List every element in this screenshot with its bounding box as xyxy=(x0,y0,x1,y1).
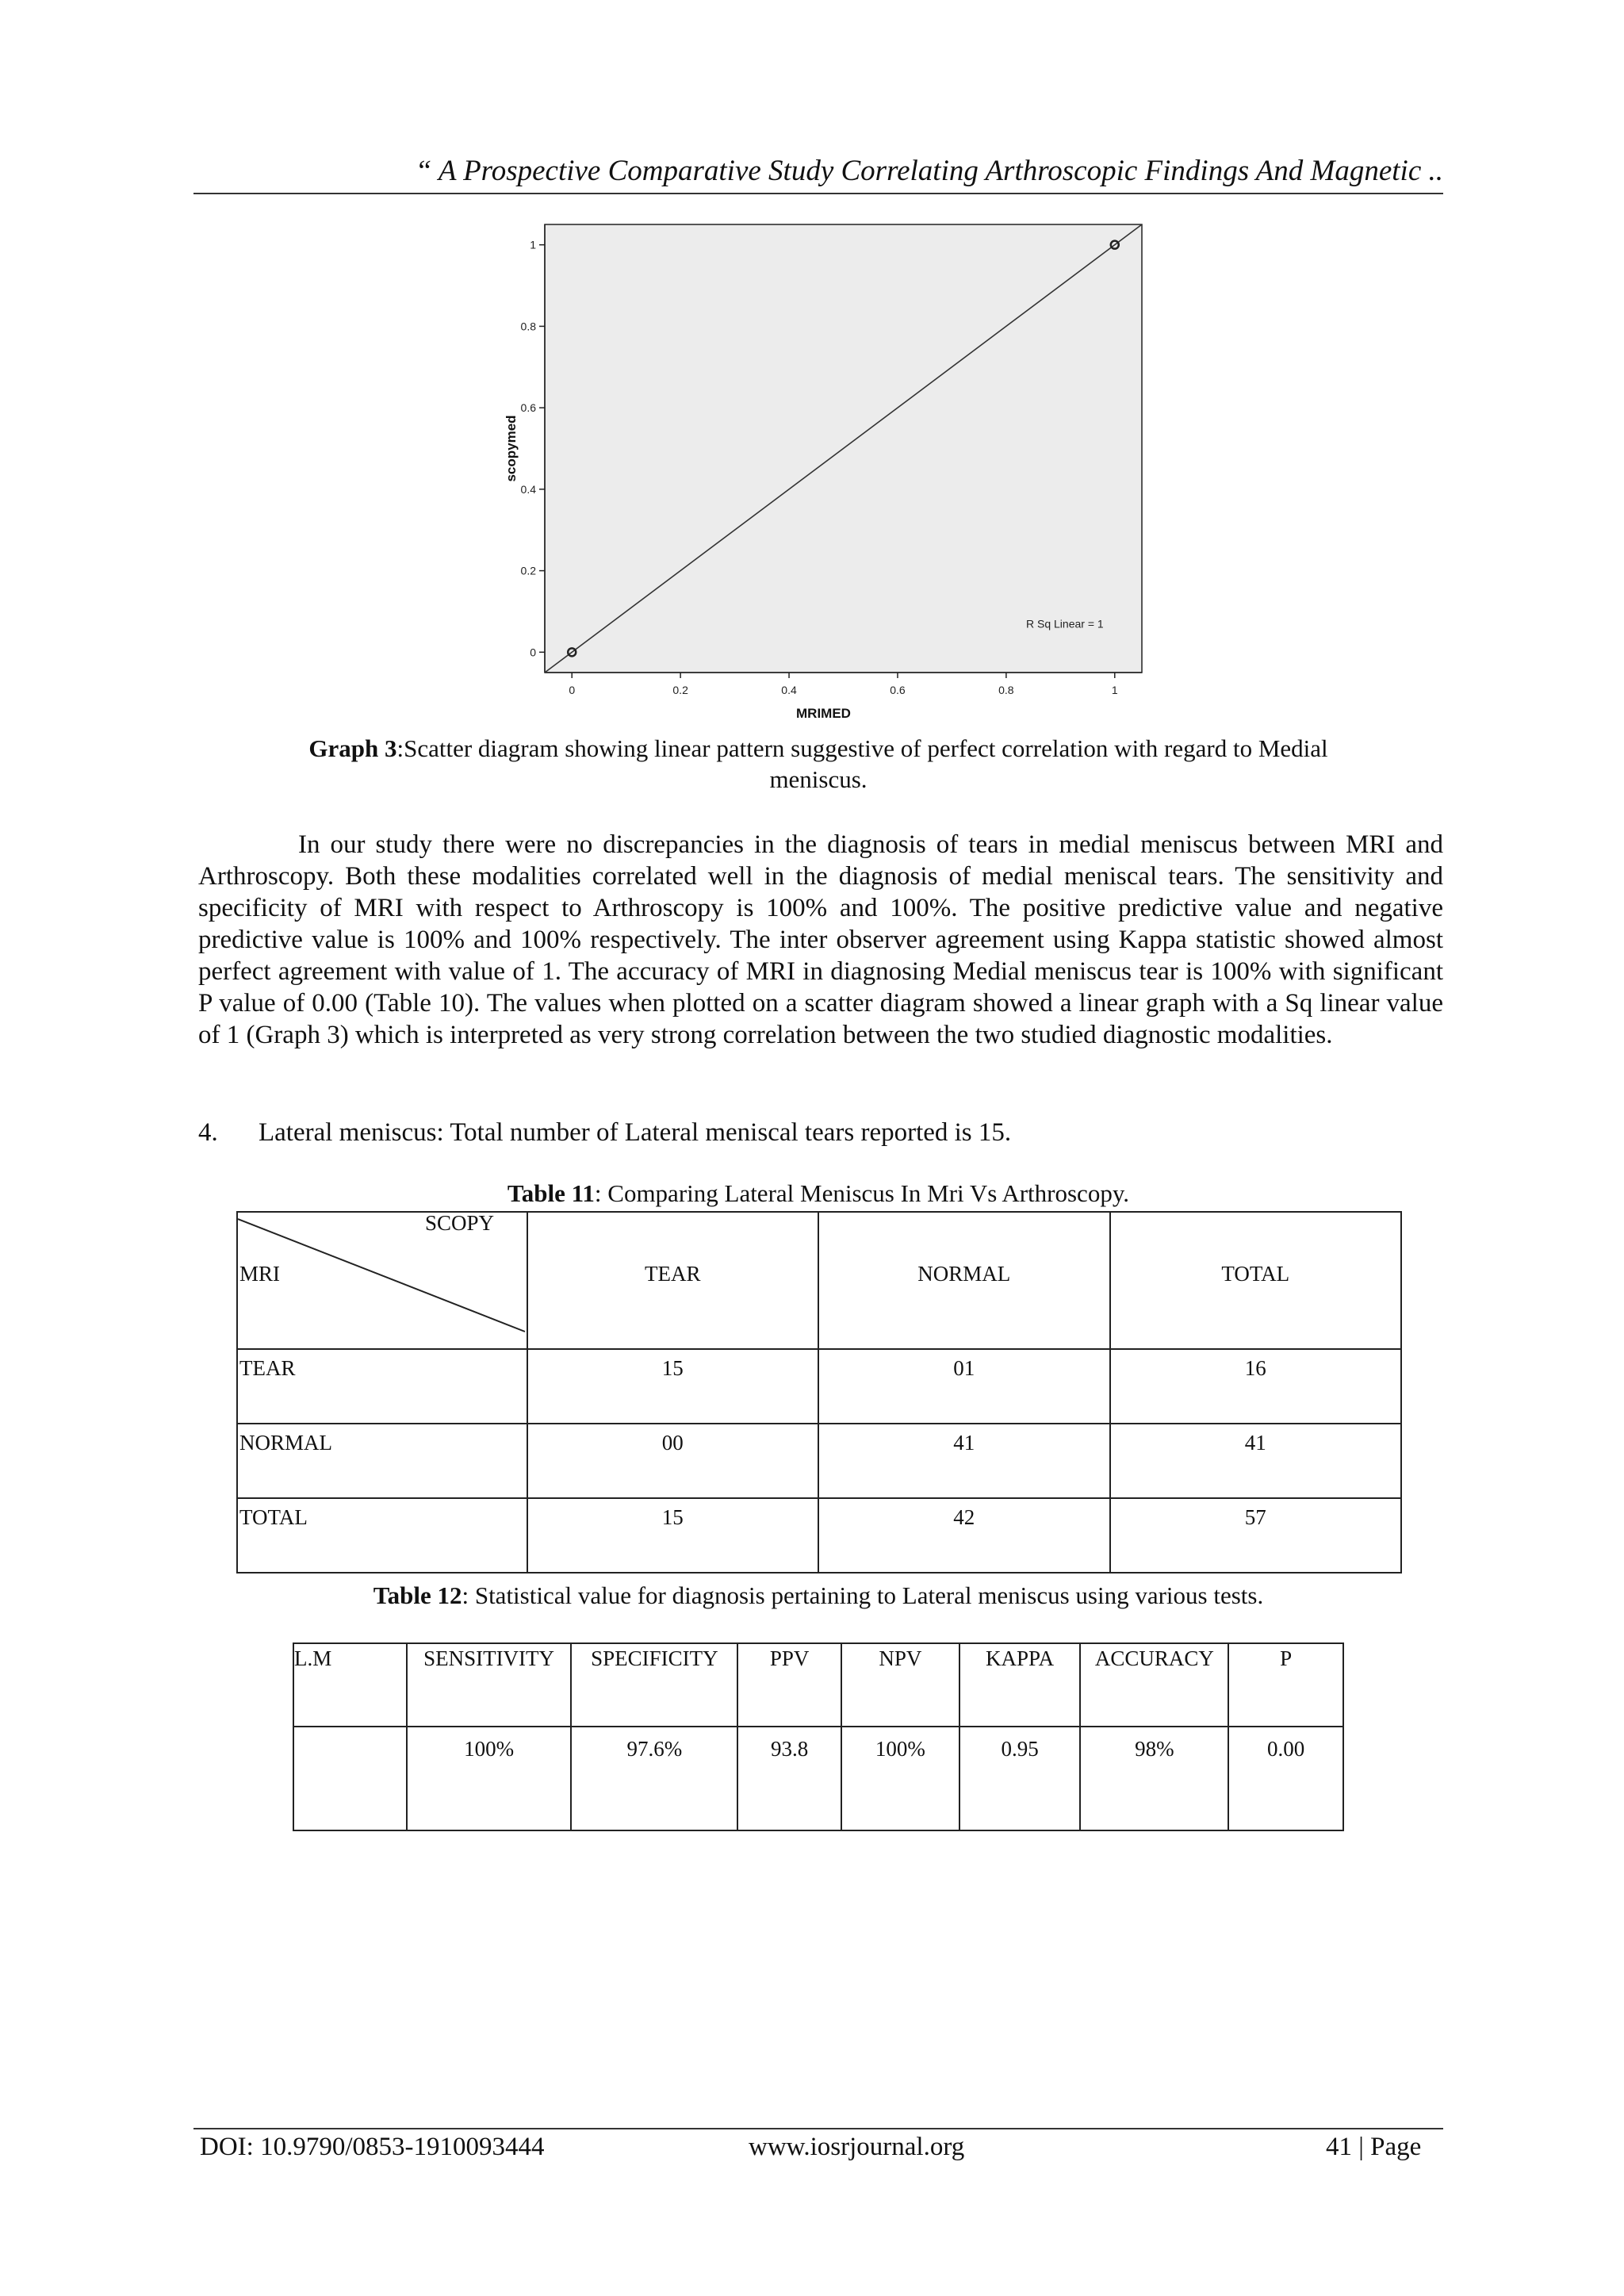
table12-header: L.M xyxy=(293,1643,407,1727)
table-cell: 41 xyxy=(818,1424,1110,1498)
table-row xyxy=(237,1424,1401,1498)
table-11 xyxy=(236,1211,1402,1573)
table12-header: KAPPA xyxy=(959,1643,1081,1727)
table11-corner-left: MRI xyxy=(239,1262,281,1286)
table12-caption-label: Table 12 xyxy=(373,1581,462,1609)
table-row xyxy=(237,1349,1401,1424)
table11-col-header: NORMAL xyxy=(818,1212,1110,1349)
body-paragraph: In our study there were no discrepancies in the diagnosis of tears in medial meniscus between MRI and Arthroscopy. Both these modalities correlated well in the diagnosis of medial meniscal tears. The sensitivity and specificity of MRI with respect to Arthroscopy is 100% and 100%. The positive predictive value and negative predictive value is 100% and 100% respectively. The inter observer agreement using Kappa statistic showed almost perfect agreement with value of 1. The accuracy of MRI in diagnosing Medial meniscus tear is 100% with significant P value of 0.00 (Table 10). The values when plotted on a scatter diagram showed a linear graph with a Sq linear value of 1 (Graph 3) which is interpreted as very strong correlation between the two studied diagnostic modalities. xyxy=(198,830,1443,1049)
table-cell: 41 xyxy=(1110,1424,1402,1498)
table12-header: P xyxy=(1228,1643,1343,1727)
table11-corner-cell xyxy=(237,1212,527,1349)
y-ticks xyxy=(521,239,545,659)
table-row xyxy=(237,1498,1401,1573)
y-tick-label: 0.4 xyxy=(520,482,536,496)
footer-doi: DOI: 10.9790/0853-1910093444 xyxy=(200,2133,545,2161)
table11-row-label: NORMAL xyxy=(237,1424,527,1498)
table12-header: SENSITIVITY xyxy=(407,1643,572,1727)
graph-caption-line1: :Scatter diagram showing linear pattern suggestive of perfect correlation with regard to Medial xyxy=(396,734,1328,762)
graph-caption xyxy=(193,733,1443,764)
table-12 xyxy=(293,1642,1344,1831)
r-squared-annotation: R Sq Linear = 1 xyxy=(1026,617,1104,631)
table-cell: 01 xyxy=(818,1349,1110,1424)
table11-row-label: TOTAL xyxy=(237,1498,527,1573)
table12-header: ACCURACY xyxy=(1080,1643,1228,1727)
graph-caption-cont xyxy=(193,764,1443,795)
y-tick-label: 0.8 xyxy=(520,320,536,333)
x-tick-label: 0.8 xyxy=(998,684,1014,696)
table-cell: 15 xyxy=(527,1498,818,1573)
footer-page-number: 41 | Page xyxy=(1326,2133,1422,2161)
graph-caption-label: Graph 3 xyxy=(308,734,397,762)
table-cell xyxy=(293,1727,407,1830)
list-text: Lateral meniscus: Total number of Lateral meniscal tears reported is 15. xyxy=(259,1118,1012,1147)
x-tick-label: 1 xyxy=(1111,684,1118,696)
table-cell: 16 xyxy=(1110,1349,1402,1424)
y-tick-label: 0.2 xyxy=(520,564,536,577)
x-ticks xyxy=(569,673,1118,696)
table-cell: 42 xyxy=(818,1498,1110,1573)
table11-corner-top: SCOPY xyxy=(425,1211,495,1235)
x-tick-label: 0.2 xyxy=(672,684,688,696)
table-cell: 15 xyxy=(527,1349,818,1424)
table12-header: NPV xyxy=(841,1643,959,1727)
table-cell: 93.8 xyxy=(737,1727,841,1830)
y-tick-label: 1 xyxy=(530,238,536,251)
scatter-chart xyxy=(476,213,1158,740)
table11-col-header: TEAR xyxy=(527,1212,818,1349)
x-tick-label: 0.4 xyxy=(781,684,797,696)
table11-col-header: TOTAL xyxy=(1110,1212,1402,1349)
footer-website: www.iosrjournal.org xyxy=(749,2133,965,2161)
list-number: 4. xyxy=(198,1118,218,1147)
y-tick-label: 0.6 xyxy=(520,401,536,415)
table-cell: 98% xyxy=(1080,1727,1228,1830)
table11-caption xyxy=(193,1178,1443,1209)
table-row xyxy=(293,1727,1343,1830)
y-axis-label: scopymed xyxy=(504,415,519,482)
table-cell: 57 xyxy=(1110,1498,1402,1573)
table12-caption-text: : Statistical value for diagnosis pertaining to Lateral meniscus using various tests. xyxy=(462,1581,1264,1609)
y-tick-label: 0 xyxy=(530,646,536,659)
footer-rule xyxy=(193,2128,1443,2129)
table12-caption xyxy=(193,1580,1443,1611)
table11-row-label: TEAR xyxy=(237,1349,527,1424)
header-rule xyxy=(193,193,1443,194)
list-item-lateral-meniscus xyxy=(198,1117,1443,1148)
running-header: “ A Prospective Comparative Study Correlating Arthroscopic Findings And Magnetic .. xyxy=(415,155,1443,187)
table12-header: PPV xyxy=(737,1643,841,1727)
table11-caption-text: : Comparing Lateral Meniscus In Mri Vs Arthroscopy. xyxy=(594,1179,1130,1207)
x-tick-label: 0 xyxy=(569,684,576,696)
table12-header: SPECIFICITY xyxy=(571,1643,737,1727)
table-cell: 100% xyxy=(407,1727,572,1830)
table-cell: 97.6% xyxy=(571,1727,737,1830)
table-cell: 00 xyxy=(527,1424,818,1498)
x-tick-label: 0.6 xyxy=(890,684,906,696)
table-row xyxy=(293,1643,1343,1727)
table-cell: 100% xyxy=(841,1727,959,1830)
x-axis-label: MRIMED xyxy=(796,706,851,721)
table11-caption-label: Table 11 xyxy=(507,1179,595,1207)
graph-caption-line2: meniscus. xyxy=(769,765,868,793)
table-cell: 0.95 xyxy=(959,1727,1081,1830)
table-cell: 0.00 xyxy=(1228,1727,1343,1830)
